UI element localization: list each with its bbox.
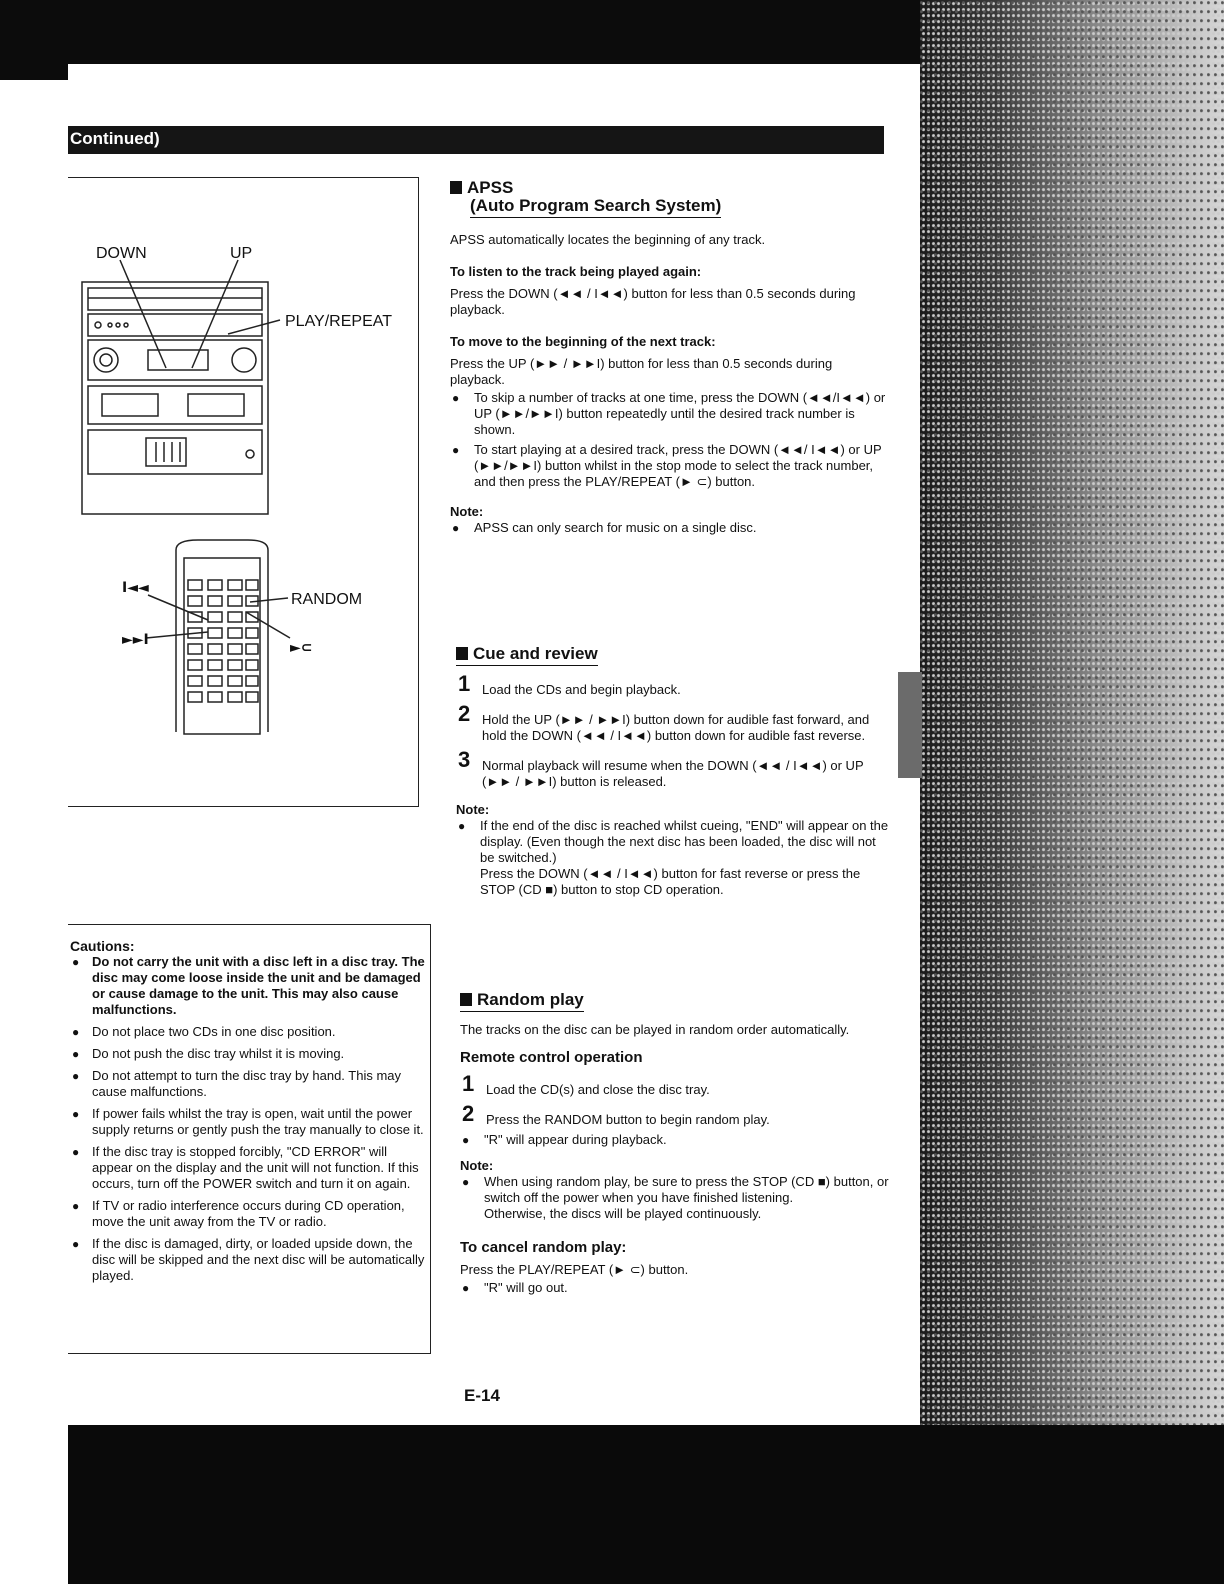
apss-note-list xyxy=(450,520,890,536)
random-step-bullet-list xyxy=(460,1132,896,1148)
prev-track-icon: I◄◄ xyxy=(122,580,149,596)
cautions-list xyxy=(70,954,426,1290)
random-title: Random play xyxy=(477,990,584,1009)
caution-item: ● Do not place two CDs in one disc position. xyxy=(70,1024,426,1040)
cue-note-label: Note: xyxy=(456,802,490,817)
caution-item: ● Do not attempt to turn the disc tray by hand. This may cause malfunctions. xyxy=(70,1068,426,1100)
apss-next-text: Press the UP (►► / ►►I) button for less than 0.5 seconds during playback. xyxy=(450,356,833,387)
label-down: DOWN xyxy=(96,245,147,262)
cue-step: 1 Load the CDs and begin playback. xyxy=(458,671,681,697)
stereo-illustration xyxy=(68,240,418,740)
apss-section xyxy=(450,180,890,540)
play-repeat-icon: ►⊂ xyxy=(290,640,313,656)
cue-step: 2 Hold the UP (►► / ►►I) button down for audible fast forward, and hold the DOWN (◄◄ / I◄◄) button down for audible fast reverse. xyxy=(458,701,870,743)
random-note-label: Note: xyxy=(460,1158,494,1173)
scan-dark-right xyxy=(920,0,1224,1584)
page-number: E-14 xyxy=(464,1386,500,1405)
heading-square-icon xyxy=(450,181,462,194)
apss-bullets xyxy=(450,390,890,490)
stereo-unit-icon xyxy=(82,282,268,514)
remote-heading: Remote control operation xyxy=(460,1049,643,1066)
banner-text: Continued) xyxy=(70,129,160,148)
heading-square-icon xyxy=(456,647,468,660)
random-section xyxy=(460,992,896,1300)
cue-step: 3 Normal playback will resume when the DOWN (◄◄ / I◄◄) or UP (►► / ►►I) button is released. xyxy=(458,747,864,789)
random-note-cont: Otherwise, the discs will be played continuously. xyxy=(484,1206,762,1221)
random-step-bullet: ● "R" will appear during playback. xyxy=(460,1132,896,1148)
caution-item: ● If TV or radio interference occurs during CD operation, move the unit away from the TV or radio. xyxy=(70,1198,426,1230)
apss-listen-heading: To listen to the track being played again: xyxy=(450,264,702,279)
cue-title: Cue and review xyxy=(473,644,598,663)
caution-item: ● If the disc tray is stopped forcibly, "CD ERROR" will appear on the display and the unit will not function. If this occurs, turn off the POWER switch and turn it on again. xyxy=(70,1144,426,1192)
apss-bullet: ● To skip a number of tracks at one time, press the DOWN (◄◄/I◄◄) or UP (►►/►►I) button repeatedly until the desired track number is shown. xyxy=(450,390,890,438)
apss-bullet: ● To start playing at a desired track, press the DOWN (◄◄/ I◄◄) or UP (►►/►►I) button whilst in the stop mode to select the track number, and then press the PLAY/REPEAT (► ⊂) button. xyxy=(450,442,890,490)
heading-square-icon xyxy=(460,993,472,1006)
continued-banner xyxy=(68,126,884,154)
page-edge-tab xyxy=(898,672,922,778)
random-note: ● When using random play, be sure to press the STOP (CD ■) button, or switch off the power when you have finished listening. xyxy=(460,1174,896,1206)
cue-section xyxy=(456,646,892,904)
random-note-list xyxy=(460,1174,896,1206)
cancel-bullet-list xyxy=(460,1280,896,1296)
next-track-icon: ►►I xyxy=(122,632,149,648)
cancel-text: Press the PLAY/REPEAT (► ⊂) button. xyxy=(460,1262,689,1277)
cancel-bullet: ● "R" will go out. xyxy=(460,1280,896,1296)
random-heading xyxy=(460,992,584,1008)
apss-next-heading: To move to the beginning of the next track: xyxy=(450,334,716,349)
caution-item: ● Do not push the disc tray whilst it is moving. xyxy=(70,1046,426,1062)
caution-item: ● If the disc is damaged, dirty, or loaded upside down, the disc will be skipped and the next disc will be automatically played. xyxy=(70,1236,426,1284)
cancel-heading: To cancel random play: xyxy=(460,1239,627,1256)
apss-note: ● APSS can only search for music on a single disc. xyxy=(450,520,890,536)
apss-intro: APSS automatically locates the beginning of any track. xyxy=(450,232,766,247)
random-step: 1 Load the CD(s) and close the disc tray. xyxy=(462,1071,710,1097)
caution-item: ● If power fails whilst the tray is open, wait until the power supply returns or gently push the tray manually to close it. xyxy=(70,1106,426,1138)
cue-note: ● If the end of the disc is reached whilst cueing, "END" will appear on the display. (Even though the next disc has been loaded, the disc will not be switched.) xyxy=(456,818,892,866)
apss-subtitle: (Auto Program Search System) xyxy=(470,198,721,214)
apss-title: APSS xyxy=(467,178,514,197)
label-up: UP xyxy=(230,245,253,262)
random-step: 2 Press the RANDOM button to begin random play. xyxy=(462,1101,770,1127)
cautions-title: Cautions: xyxy=(70,938,135,954)
apss-note-label: Note: xyxy=(450,504,484,519)
apss-listen-text: Press the DOWN (◄◄ / I◄◄) button for less than 0.5 seconds during playback. xyxy=(450,286,856,317)
scan-dark-bottom xyxy=(68,1425,1224,1584)
cue-heading xyxy=(456,646,598,662)
cue-note-cont: Press the DOWN (◄◄ / I◄◄) button for fast reverse or press the STOP (CD ■) button to stop CD operation. xyxy=(480,866,861,897)
apss-heading xyxy=(450,180,890,196)
cue-note-list xyxy=(456,818,892,866)
label-play-repeat: PLAY/REPEAT xyxy=(285,313,392,330)
label-random: RANDOM xyxy=(291,591,363,608)
caution-item: ● Do not carry the unit with a disc left in a disc tray. The disc may come loose inside the unit and be damaged or cause damage to the unit. This may also cause malfunctions. xyxy=(70,954,426,1018)
random-intro: The tracks on the disc can be played in random order automatically. xyxy=(460,1022,850,1037)
